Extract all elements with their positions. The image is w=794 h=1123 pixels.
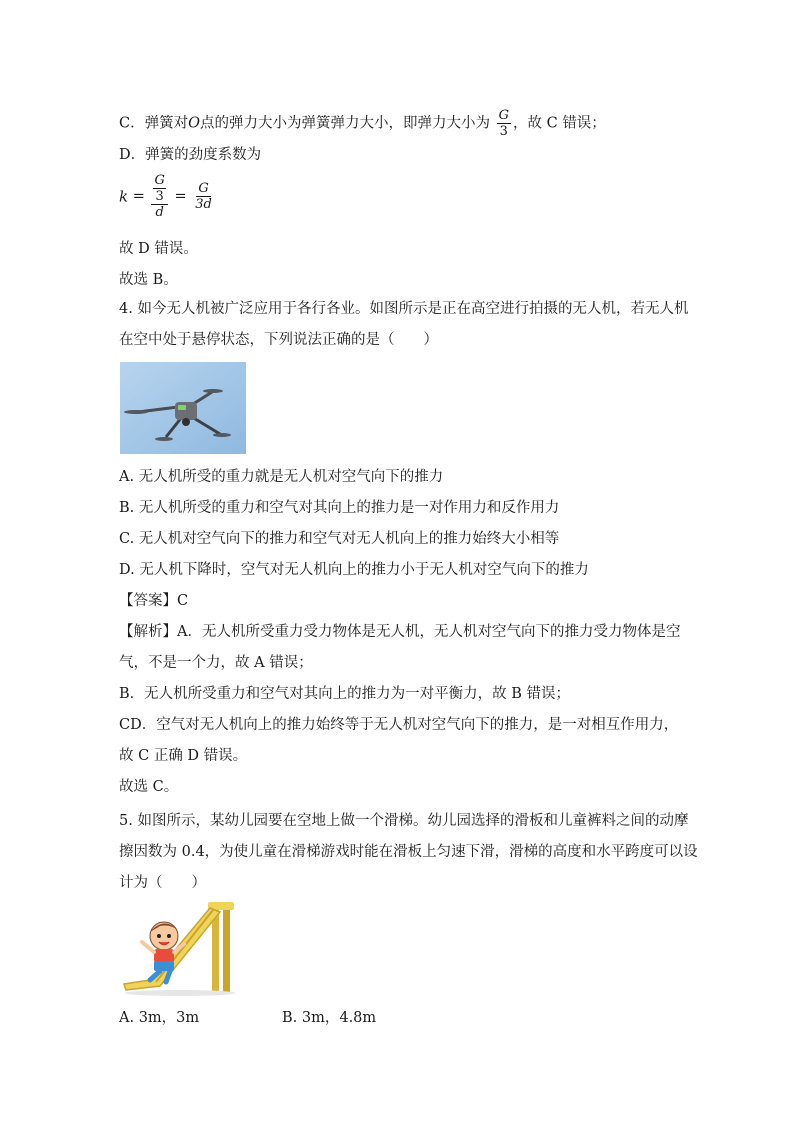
part-c-line (119, 108, 606, 139)
part-c-middle: 点的弹力大小为弹簧弹力大小，即弹力大小为 (200, 115, 490, 132)
q4-analysis-line4: CD．空气对无人机向上的推力始终等于无人机对空气向下的推力，是一对相互作用力， (119, 717, 679, 733)
part-d-conclusion: 故 D 错误。 (119, 241, 198, 257)
point-label: O (188, 115, 200, 132)
q4-analysis-line3: B．无人机所受重力和空气对其向上的推力为一对平衡力，故 B 错误； (119, 686, 571, 702)
q4-answer (119, 591, 188, 611)
q4-select: 故选 C。 (119, 779, 179, 795)
fraction-g-over-3d: $\frac{G}{3d}$ (195, 181, 212, 212)
q4-analysis-line5: 故 C 正确 D 错误。 (119, 748, 248, 764)
q4-option-d: D. 无人机下降时，空气对无人机向上的推力小于无人机对空气向下的推力 (119, 562, 589, 578)
stiffness-formula: k = G 3 d = $\frac{G}{3d}$ (119, 173, 212, 220)
slide-illustration (120, 898, 240, 998)
drone-photo (120, 362, 246, 454)
analysis-tag: 【解析】 (119, 624, 177, 640)
q4-option-a: A. 无人机所受的重力就是无人机对空气向下的推力 (119, 469, 444, 485)
part-c-suffix: ，故 C 错误； (513, 115, 606, 132)
fraction-g-over-3: $\frac{G}{3}$ (498, 108, 509, 139)
q4-analysis-line2: 气，不是一个力，故 A 错误； (119, 655, 313, 671)
q4-analysis-line1: 【解析】A．无人机所受重力受力物体是无人机，无人机对空气向下的推力受力物体是空 (119, 624, 681, 640)
q4-stem-line1: 4. 如今无人机被广泛应用于各行各业。如图所示是正在高空进行拍摄的无人机，若无人机 (119, 301, 689, 317)
q5-stem-line1: 5. 如图所示，某幼儿园要在空地上做一个滑梯。幼儿园选择的滑板和儿童裤料之间的动摩 (119, 813, 689, 829)
q5-stem-line3: 计为（ ） (119, 875, 206, 891)
q5-stem-line2: 擦因数为 0.4，为使儿童在滑梯游戏时能在滑板上匀速下滑，滑梯的高度和水平跨度可以设 (119, 844, 698, 860)
q4-stem-line2: 在空中处于悬停状态，下列说法正确的是（ ） (119, 332, 438, 348)
q5-option-b: B. 3m，4.8m (282, 1010, 377, 1026)
q4-option-c: C. 无人机对空气向下的推力和空气对无人机向上的推力始终大小相等 (119, 531, 560, 547)
part-d-line: D．弹簧的劲度系数为 (119, 147, 262, 163)
part-c-prefix: C．弹簧对 (119, 115, 189, 132)
answer-value: C (177, 593, 189, 609)
q4-option-b: B. 无人机所受的重力和空气对其向上的推力是一对作用力和反作用力 (119, 500, 560, 516)
answer-tag: 【答案】 (119, 593, 177, 609)
q3-select: 故选 B。 (119, 272, 178, 288)
compound-fraction: G 3 d (151, 173, 167, 220)
q5-option-a: A. 3m，3m (119, 1010, 200, 1026)
